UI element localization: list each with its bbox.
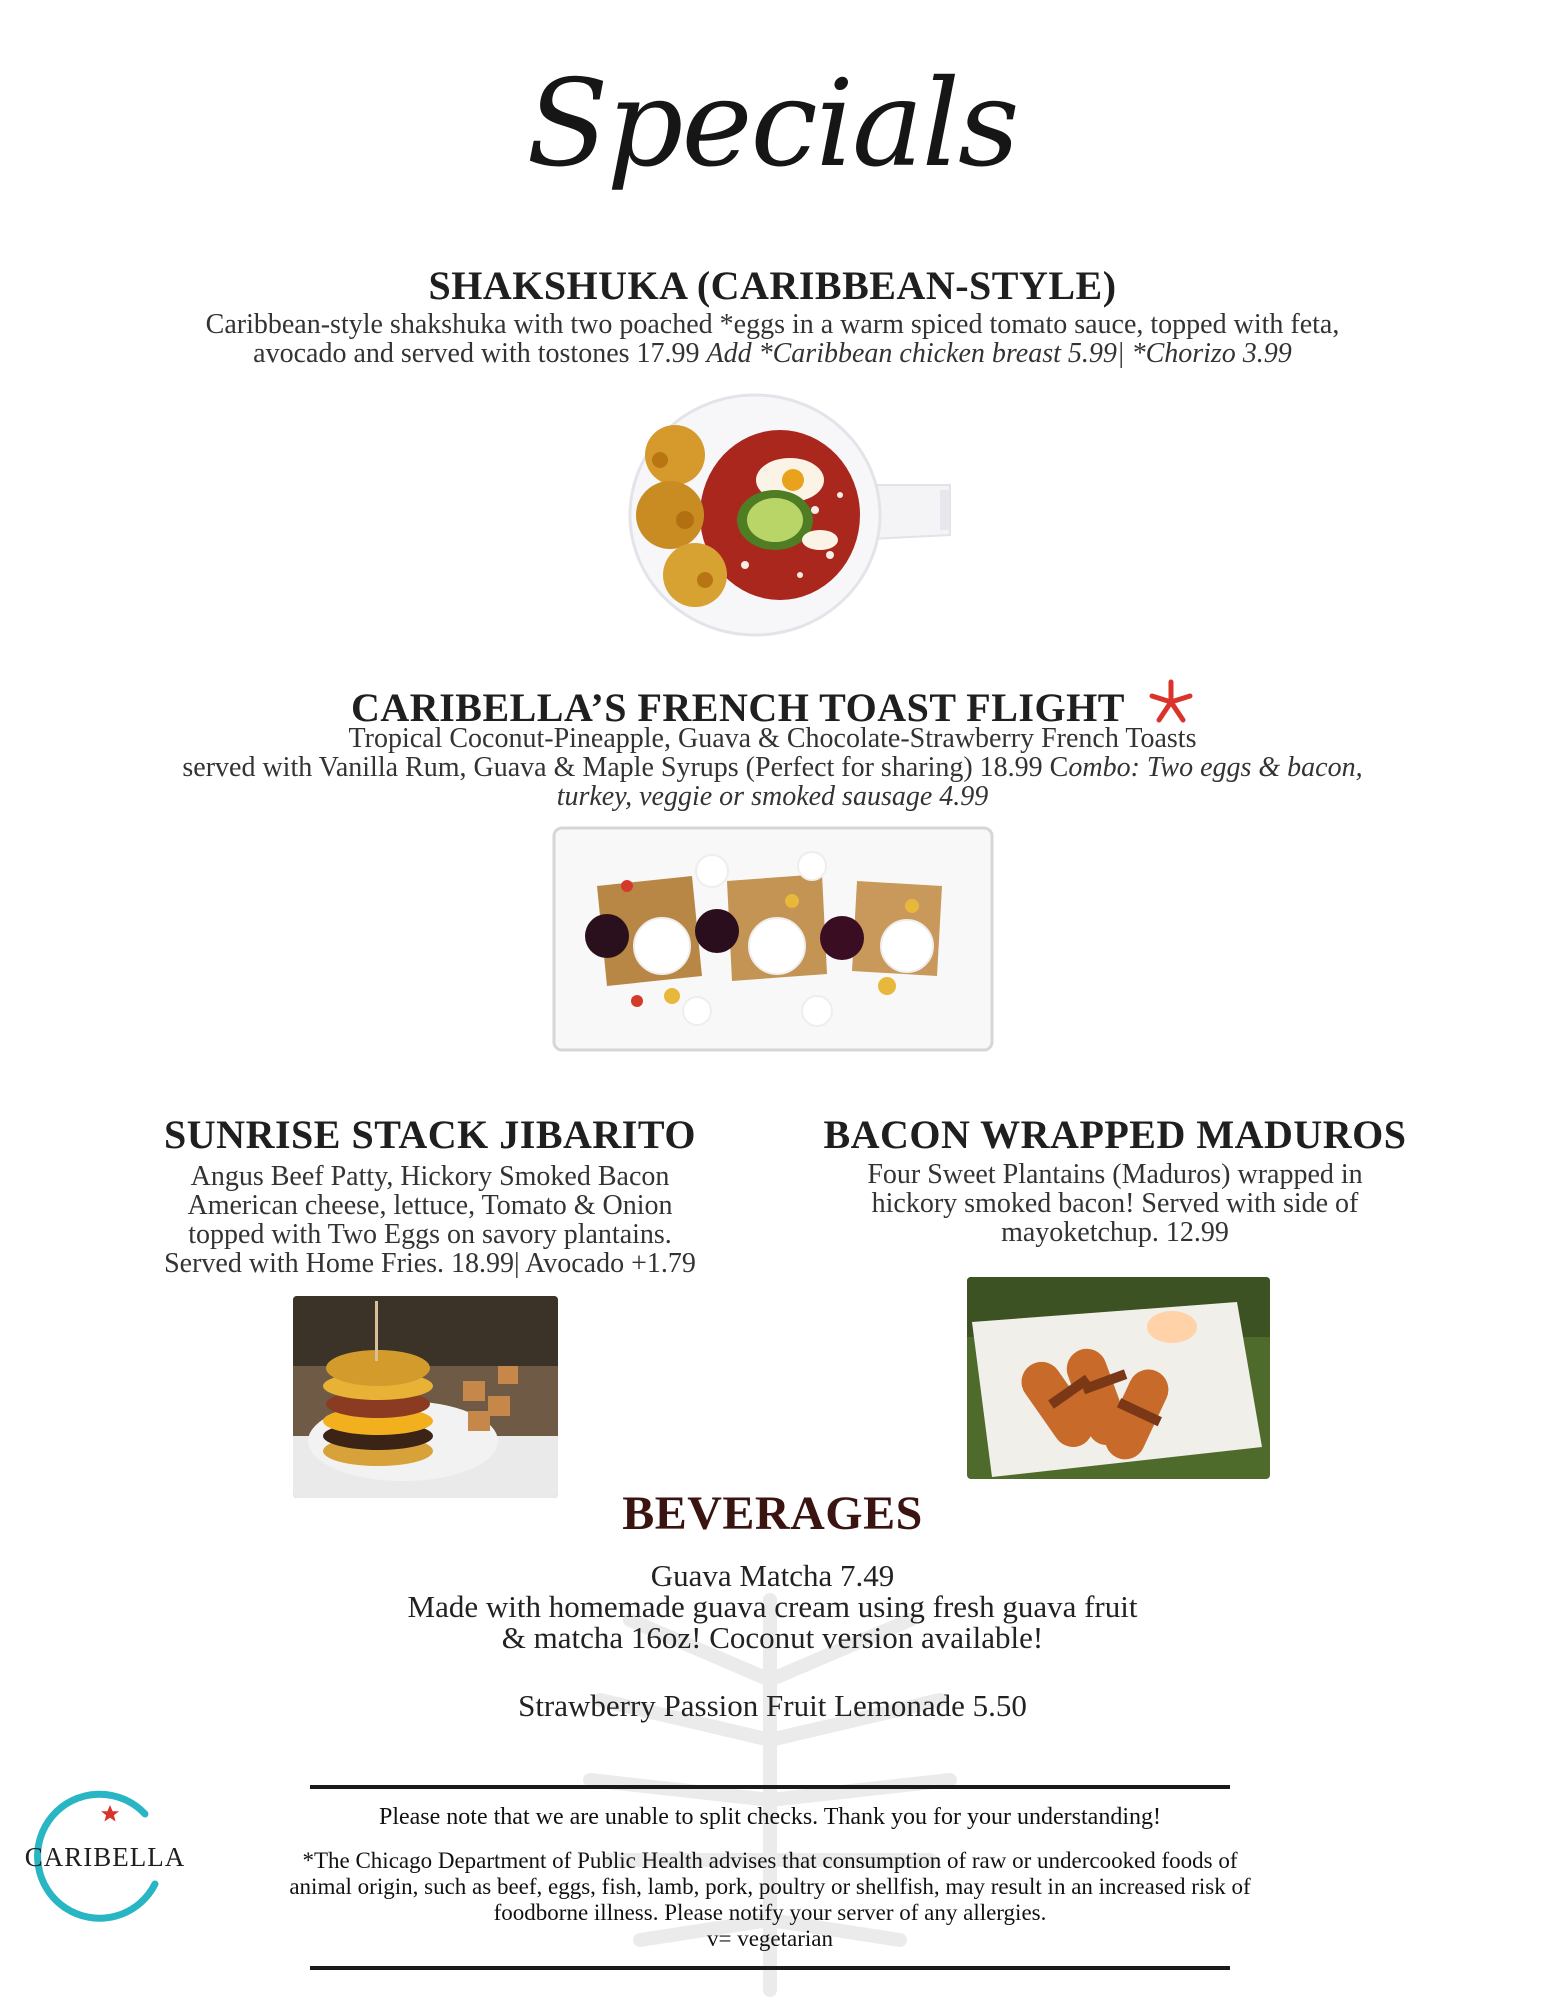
shakshuka-photo [615,390,955,640]
jibarito-desc-line1: Angus Beef Patty, Hickory Smoked Bacon [190,1161,670,1192]
beverage-lemonade: Strawberry Passion Fruit Lemonade 5.50 [518,1688,1027,1723]
shakshuka-addons: Add *Caribbean chicken breast 5.99| *Chorizo 3.99 [706,338,1292,369]
vegetarian-legend: v= vegetarian [707,1926,833,1951]
french-toast-title: CARIBELLA’S FRENCH TOAST FLIGHT [351,685,1125,730]
jibarito-desc-line2: American cheese, lettuce, Tomato & Onion [187,1190,673,1221]
shakshuka-title: SHAKSHUKA (CARIBBEAN-STYLE) [428,263,1117,308]
logo-text: CARIBELLA [24,1842,186,1872]
split-checks-notice: Please note that we are unable to split checks. Thank you for your understanding! [378,1804,1161,1830]
maduros-photo [967,1277,1270,1479]
jibarito-title: SUNRISE STACK JIBARITO [164,1112,696,1157]
beverage-guava-matcha: Guava Matcha 7.49 [650,1558,895,1593]
maduros-title: BACON WRAPPED MADUROS [823,1112,1407,1157]
maduros-desc-line3: mayoketchup. 12.99 [1001,1217,1229,1248]
health-advisory-line3: foodborne illness. Please notify your server of any allergies. [493,1900,1047,1925]
svg-text:Specials: Specials [526,55,1018,194]
beverage-guava-matcha-desc1: Made with homemade guava cream using fresh guava fruit [407,1589,1138,1624]
starfish-icon [1148,679,1194,725]
french-toast-desc-line2: served with Vanilla Rum, Guava & Maple Syrups (Perfect for sharing) 18.99 C [182,752,1069,783]
jibarito-photo [293,1296,558,1498]
jibarito-desc-line3: topped with Two Eggs on savory plantains. [188,1219,672,1250]
maduros-desc-line1: Four Sweet Plantains (Maduros) wrapped in [867,1159,1363,1190]
shakshuka-desc-line1: Caribbean-style shakshuka with two poached *eggs in a warm spiced tomato sauce, topped with feta, [205,309,1340,340]
health-advisory-line1: *The Chicago Department of Public Health advises that consumption of raw or undercooked foods of [302,1848,1238,1873]
beverages-title: BEVERAGES [622,1487,923,1540]
shakshuka-desc-line2: avocado and served with tostones 17.99 [253,338,700,369]
beverage-guava-matcha-desc2: & matcha 16oz! Coconut version available! [501,1620,1044,1655]
maduros-desc-line2: hickory smoked bacon! Served with side of [871,1188,1359,1219]
jibarito-desc-line4: Served with Home Fries. 18.99| Avocado +1.79 [164,1248,696,1279]
specials-title [0,30,1545,220]
footer-top-rule [310,1785,1230,1789]
french-toast-photo [552,826,994,1052]
footer-bottom-rule [310,1966,1230,1970]
french-toast-desc-line1: Tropical Coconut-Pineapple, Guava & Chocolate-Strawberry French Toasts [348,723,1197,754]
caribella-logo [20,1784,190,1934]
health-advisory-line2: animal origin, such as beef, eggs, fish, lamb, pork, poultry or shellfish, may result in an increased risk of [289,1874,1251,1899]
french-toast-combo-line2: turkey, veggie or smoked sausage 4.99 [556,781,989,812]
french-toast-combo: ombo: Two eggs & bacon, [1068,752,1363,783]
